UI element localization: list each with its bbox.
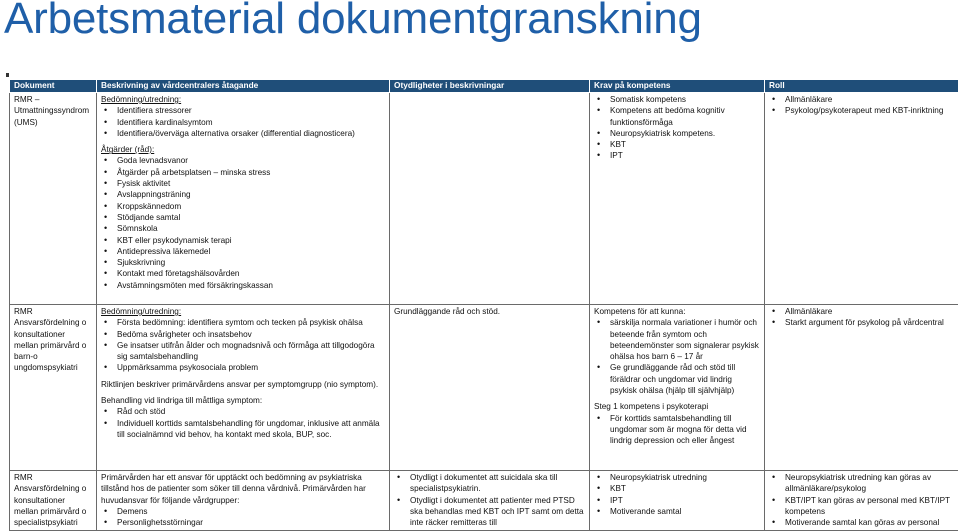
paragraph: Kompetens för att kunna: — [594, 307, 686, 316]
section-heading: Åtgärder (råd): — [101, 145, 155, 155]
page-title: Arbetsmaterial dokumentgranskning — [4, 0, 702, 43]
list-item: • IPT — [610, 495, 761, 506]
list-item: • Otydligt i dokumentet att suicidala ska till specialistpsykiatrin. — [410, 472, 586, 495]
table-row — [10, 93, 959, 305]
bullet-list — [101, 155, 386, 291]
cell-otydligheter — [390, 305, 590, 471]
review-table — [9, 79, 958, 531]
section-heading: Bedömning/utredning: — [101, 307, 182, 316]
list-item: • Antidepressiva läkemedel — [117, 246, 386, 257]
list-item: • Kontakt med företagshälsovården — [117, 268, 386, 279]
document-name: RMR Ansvarsfördelning o konsultationer mellan primärvård o barn-o ungdomspsykiatri — [14, 307, 87, 373]
bullet-list — [594, 413, 761, 447]
document-name: RMR Ansvarsfördelning o konsultationer mellan primärvård o specialistpsykiatri — [14, 473, 87, 528]
list-item: • Sömnskola — [117, 223, 386, 234]
paragraph: Behandling vid lindriga till måttliga symptom: — [101, 396, 263, 406]
list-item: • Ge grundläggande råd och stöd till föräldrar och ungdomar vid lindrig psykisk ohälsa (hjälp till självhjälp) — [610, 362, 761, 396]
list-item: • KBT eller psykodynamisk terapi — [117, 235, 386, 246]
list-item: • Första bedömning: identifiera symtom och tecken på psykisk ohälsa — [117, 317, 386, 328]
cell-otydligheter — [390, 93, 590, 305]
list-item: • Motiverande samtal kan göras av personal — [785, 517, 955, 528]
cell-krav — [590, 305, 765, 471]
cell-krav — [590, 471, 765, 531]
bullet-list — [769, 94, 955, 117]
list-item: • Råd och stöd — [117, 406, 386, 417]
list-item: • KBT/IPT kan göras av personal med KBT/IPT kompetens — [785, 495, 955, 518]
list-item: • Demens — [117, 506, 386, 517]
list-item: • Uppmärksamma psykosociala problem — [117, 362, 386, 373]
list-item: • Somatisk kompetens — [610, 94, 761, 105]
bullet-list — [101, 317, 386, 373]
list-item: • Personlighetsstörningar — [117, 517, 386, 528]
table-header-row — [10, 80, 959, 93]
cell-roll — [765, 93, 959, 305]
corner-mark — [6, 73, 9, 77]
list-item: • Avstämningsmöten med försäkringskassan — [117, 280, 386, 291]
list-item: • KBT — [610, 483, 761, 494]
cell-krav — [590, 93, 765, 305]
list-item: • Identifiera stressorer — [117, 105, 386, 116]
list-item: • För korttids samtalsbehandling till ungdomar som är mogna för detta vid lindrig depression och eller ångest — [610, 413, 761, 447]
list-item: • Bedöma svårigheter och insatsbehov — [117, 329, 386, 340]
list-item: • Allmänläkare — [785, 94, 955, 105]
cell-roll — [765, 471, 959, 531]
list-item: • Starkt argument för psykolog på vårdcentral — [785, 317, 955, 328]
list-item: • Goda levnadsvanor — [117, 155, 386, 166]
list-item: • Ge insatser utifrån ålder och mognadsnivå och förmåga att tillgodogöra sig samtalsbehandling — [117, 340, 386, 363]
list-item: • KBT — [610, 139, 761, 150]
list-item: • Neuropsykiatrisk utredning — [610, 472, 761, 483]
cell-dokument — [10, 93, 97, 305]
paragraph: Grundläggande råd och stöd. — [394, 307, 501, 316]
bullet-list — [594, 317, 761, 396]
list-item: • Allmänläkare — [785, 306, 955, 317]
cell-beskrivning — [97, 93, 390, 305]
paragraph: Riktlinjen beskriver primärvårdens ansvar per symptomgrupp (nio symptom). — [101, 379, 379, 389]
paragraph: Primärvården har ett ansvar för upptäckt och bedömning av psykiatriska tillstånd hos de patienter som söker till denna vårdnivå. Primärvården har huvudansvar för följande vårdgrupper: — [101, 473, 366, 505]
list-item: • Neuropsykiatrisk utredning kan göras av allmänläkare/psykolog — [785, 472, 955, 495]
list-item: • Kompetens att bedöma kognitiv funktionsförmåga — [610, 105, 761, 128]
list-item: • Otydligt i dokumentet att patienter med PTSD ska behandlas med KBT och IPT samt om detta inte räcker remitteras till — [410, 495, 586, 529]
document-image — [9, 79, 958, 531]
list-item: • Kroppskännedom — [117, 201, 386, 212]
column-header-otydligheter: Otydligheter i beskrivningar — [390, 80, 590, 93]
bullet-list — [101, 105, 386, 139]
bullet-list — [769, 472, 955, 528]
list-item: • Fysisk aktivitet — [117, 178, 386, 189]
list-item: • särskilja normala variationer i humör och beteende från symtom och beteendemönster som signalerar psykisk ohälsa hos barn 6 – 17 år — [610, 317, 761, 362]
list-item: • Neuropsykiatrisk kompetens. — [610, 128, 761, 139]
column-header-beskrivning: Beskrivning av vårdcentralers åtagande — [97, 80, 390, 93]
cell-beskrivning — [97, 471, 390, 531]
paragraph: Steg 1 kompetens i psykoterapi — [594, 402, 709, 412]
list-item: • Identifiera/överväga alternativa orsaker (differential diagnosticera) — [117, 128, 386, 139]
list-item: • Stödjande samtal — [117, 212, 386, 223]
cell-dokument — [10, 305, 97, 471]
cell-otydligheter — [390, 471, 590, 531]
column-header-dokument: Dokument — [10, 80, 97, 93]
column-header-krav: Krav på kompetens — [590, 80, 765, 93]
table-row — [10, 305, 959, 471]
list-item: • Avslappningsträning — [117, 189, 386, 200]
list-item: • Individuell korttids samtalsbehandling för ungdomar, inklusive att anmäla till socialnämnd vid behov, ha kontakt med skola, BUP, soc. — [117, 418, 386, 441]
bullet-list — [769, 306, 955, 329]
bullet-list — [101, 406, 386, 440]
list-item: • IPT — [610, 150, 761, 161]
cell-beskrivning — [97, 305, 390, 471]
list-item: • Psykolog/psykoterapeut med KBT-inriktning — [785, 105, 955, 116]
document-name: RMR – Utmattningssyndrom (UMS) — [14, 95, 90, 127]
list-item: • Motiverande samtal — [610, 506, 761, 517]
column-header-roll: Roll — [765, 80, 959, 93]
list-item: • Sjukskrivning — [117, 257, 386, 268]
bullet-list — [594, 94, 761, 162]
list-item: • Identifiera kardinalsymtom — [117, 117, 386, 128]
list-item: • Åtgärder på arbetsplatsen – minska stress — [117, 167, 386, 178]
bullet-list — [394, 472, 586, 528]
cell-dokument — [10, 471, 97, 531]
table-row — [10, 471, 959, 531]
bullet-list — [594, 472, 761, 517]
bullet-list — [101, 506, 386, 529]
section-heading: Bedömning/utredning: — [101, 95, 182, 104]
cell-roll — [765, 305, 959, 471]
